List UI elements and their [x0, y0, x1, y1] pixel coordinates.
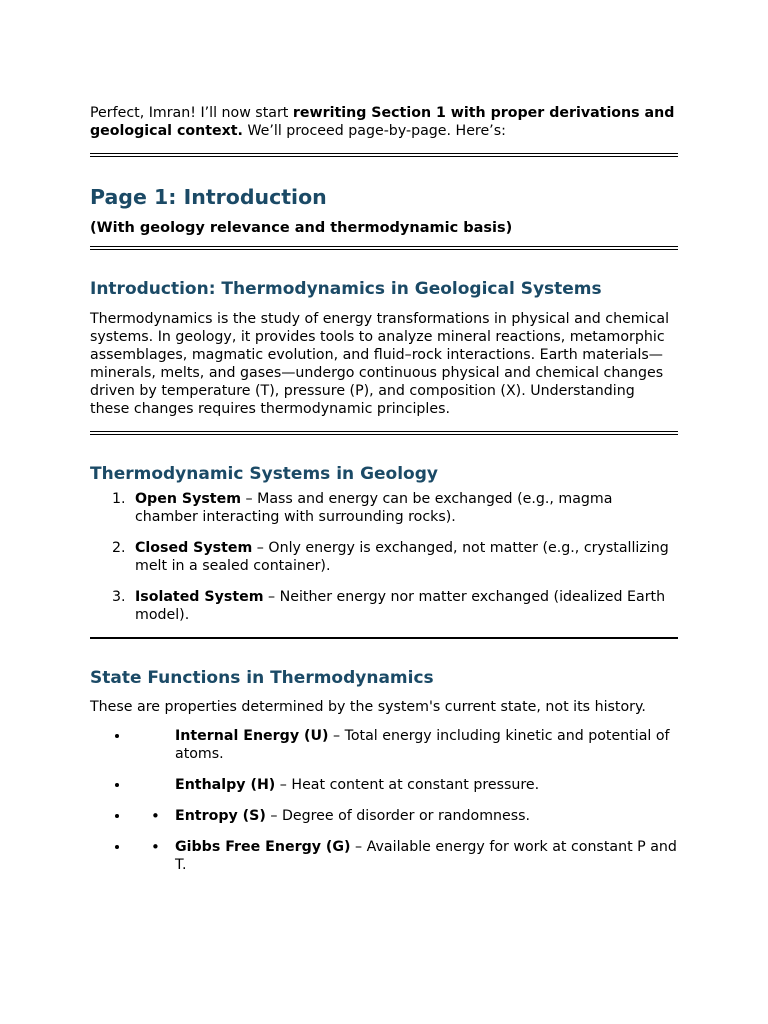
list-number: 1.	[112, 491, 126, 507]
list-item	[130, 807, 678, 825]
section-heading-state-functions: State Functions in Thermodynamics	[90, 668, 434, 688]
divider-double	[90, 246, 678, 250]
list-item	[90, 588, 678, 624]
list-item-desc: – Neither energy nor matter exchanged (idealized Earth model).	[135, 589, 666, 623]
state-functions-intro: These are properties determined by the system's current state, not its history.	[90, 699, 646, 715]
list-item-desc: – Heat content at constant pressure.	[275, 777, 540, 793]
divider-single	[90, 637, 678, 639]
list-item-term: Entropy (S)	[175, 808, 266, 824]
systems-list	[90, 490, 678, 624]
list-item-term: Internal Energy (U)	[175, 728, 329, 744]
list-item-term: Open System	[135, 491, 241, 507]
list-item	[90, 490, 678, 526]
list-item-desc: – Only energy is exchanged, not matter (e.g., crystallizing melt in a sealed container).	[135, 540, 669, 574]
list-item-desc: – Mass and energy can be exchanged (e.g., magma chamber interacting with surrounding rocks).	[135, 491, 613, 525]
list-item	[130, 776, 678, 794]
section-heading-introduction: Introduction: Thermodynamics in Geological Systems	[90, 279, 602, 299]
intro-paragraph	[90, 104, 678, 140]
state-functions-list	[90, 727, 678, 874]
list-item-term: Isolated System	[135, 589, 264, 605]
page-title: Page 1: Introduction	[90, 185, 327, 209]
divider-double	[90, 431, 678, 435]
intro-text-start: Perfect, Imran! I’ll now start	[90, 105, 293, 121]
list-item	[130, 727, 678, 763]
list-number: 3.	[112, 589, 126, 605]
bullet-marker: • •	[151, 838, 160, 856]
list-item-term: Gibbs Free Energy (G)	[175, 839, 351, 855]
list-item-desc: – Degree of disorder or randomness.	[265, 808, 531, 824]
divider-double	[90, 153, 678, 157]
intro-text-bold: rewriting Section 1 with proper derivations and geological context.	[90, 105, 675, 139]
list-item	[130, 838, 678, 874]
list-item-term: Closed System	[135, 540, 253, 556]
section-introduction-body: Thermodynamics is the study of energy transformations in physical and chemical systems. In geology, it provides tools to analyze mineral reactions, metamorphic assemblages, magmatic evolution, and fluid–rock interactions. Earth materials—minerals, melts, and gases—undergo continuous physical and chemical changes driven by temperature (T), pressure (P), and composition (X). Understanding these changes requires thermodynamic principles.	[90, 311, 670, 417]
list-number: 2.	[112, 540, 126, 556]
list-item-desc: – Total energy including kinetic and potential of atoms.	[175, 728, 670, 762]
list-item	[90, 539, 678, 575]
document-page	[90, 104, 678, 890]
section-heading-systems: Thermodynamic Systems in Geology	[90, 464, 438, 484]
intro-text-end: We’ll proceed page-by-page. Here’s:	[242, 123, 506, 139]
list-item-desc: – Available energy for work at constant P and T.	[175, 839, 677, 873]
list-item-term: Enthalpy (H)	[175, 777, 276, 793]
bullet-marker: • •	[151, 807, 160, 825]
page-subtitle: (With geology relevance and thermodynamic basis)	[90, 220, 513, 236]
